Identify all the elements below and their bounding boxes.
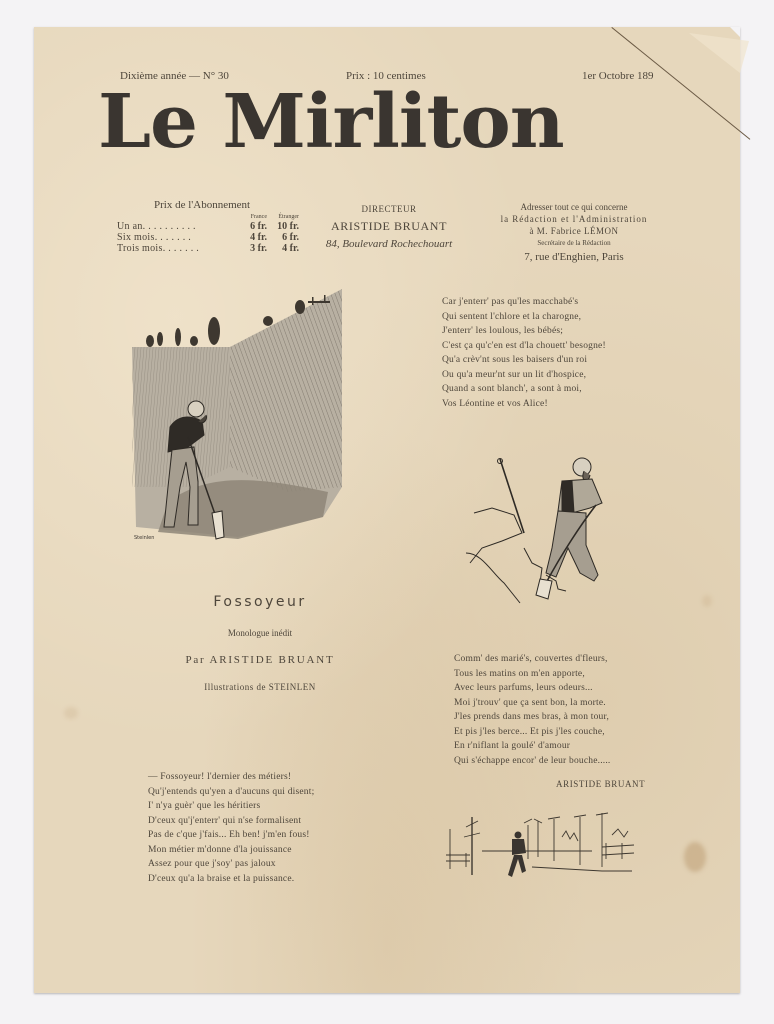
street-scene-illustration (442, 807, 642, 887)
director-role: DIRECTEUR (361, 204, 417, 214)
poem-stanza-2: Car j'enterr' pas qu'les macchabé's Qui sentent l'chlore et la charogne, J'enterr' les loulous, les bébés; C'est ça qu'c'en est d'la chouett' besogne! Qu'a crèv'nt sous les baisers d'un roi Ou qu'a meur'nt sur un lit d'hospice, Quand a sont blanch', a sont à moi, Vos Léontine et vos Alice! (442, 297, 606, 409)
director-block (304, 204, 474, 250)
gravedigger-shoveling-illustration (462, 453, 622, 608)
author-signature: ARISTIDE BRUANT (556, 779, 646, 789)
administration-block: Adresser tout ce qui concerne la Rédaction et l'Administration à M. Fabrice LÉMON Secrétaire de la Rédaction 7, rue d'Enghien, Paris (500, 202, 648, 263)
subscription-row: Six mois. . . . . . . 4 fr. 6 fr. (117, 232, 299, 243)
director-address: 84, Boulevard Rochechouart (325, 238, 453, 250)
article-author: Par ARISTIDE BRUANT (185, 654, 335, 666)
article-illustrator: Illustrations de STEINLEN (204, 682, 316, 692)
poem-stanza-3: Comm' des marié's, couvertes d'fleurs, Tous les matins on m'en apporte, Avec leurs parfums, leurs odeurs... Moi j'trouv' que ça sent bon, la morte. J'les prends dans mes bras, à mon tour, Et pis j'les berce... Et pis j'les couche, En r'niflant la goulé' d'amour Qui s'échappe encor' de leur bouche..... (454, 654, 611, 766)
svg-text:Steinlen: Steinlen (134, 535, 155, 541)
col-france: France (250, 214, 267, 220)
subscription-title: Prix de l'Abonnement (154, 199, 251, 211)
masthead-title: Le Mirliton (98, 79, 564, 165)
poem-stanza-1: — Fossoyeur! l'dernier des métiers! Qu'j'entends qu'yen a d'aucuns qui disent; I' n'ya guèr' que les héritiers D'ceux qu'j'enterr' qui n'se formalisent Pas de c'que j'fais... Eh ben! j'm'en fous! Mon métier m'donne d'la jouissance Assez pour que j'soy' pas jaloux D'ceux qu'a la braise et la puissance. (148, 772, 315, 884)
article-heading (140, 594, 380, 692)
issue-price: Prix : 10 centimes (346, 70, 426, 82)
newspaper-page (34, 27, 740, 993)
issue-number: Dixième année — N° 30 (120, 70, 229, 82)
subscription-row: Trois mois. . . . . . . 3 fr. 4 fr. (117, 243, 299, 254)
stain (684, 842, 706, 872)
article-subtitle: Monologue inédit (227, 628, 293, 638)
subscription-table (115, 213, 301, 254)
article-title: Fossoyeur (213, 594, 307, 610)
stain (702, 595, 712, 607)
folded-corner (689, 33, 749, 73)
subscription-row: Un an. . . . . . . . . . 6 fr. 10 fr. (117, 221, 299, 232)
stain (64, 707, 78, 719)
torn-corner (730, 27, 740, 37)
issue-date: 1er Octobre 189 (582, 70, 654, 82)
director-name: ARISTIDE BRUANT (331, 219, 447, 233)
col-etranger: Étranger (278, 214, 299, 220)
gravedigger-in-pit-illustration (128, 287, 348, 542)
